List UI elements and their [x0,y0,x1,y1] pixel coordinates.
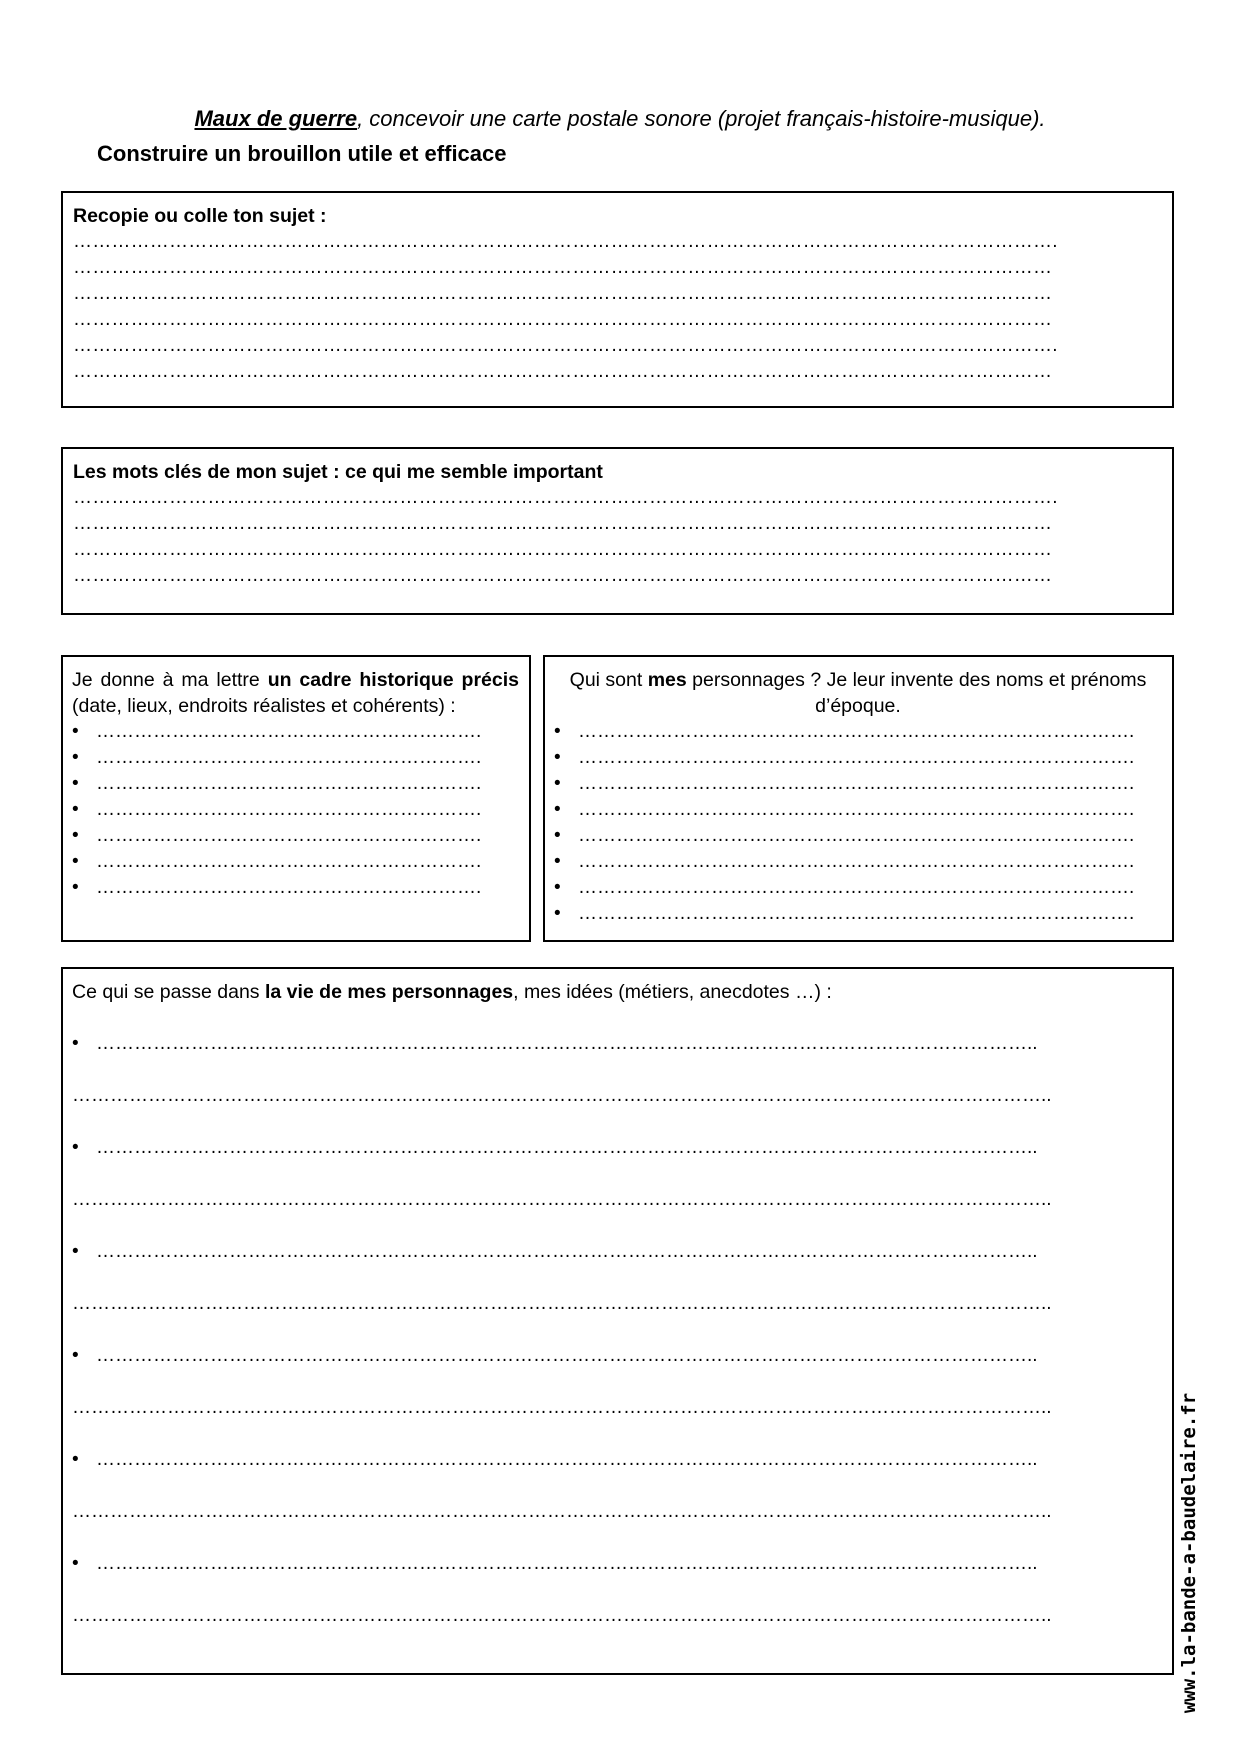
subject-line[interactable]: ………………………………………………………………………………………………………………………………………. [73,231,1058,252]
keywords-title: Les mots clés de mon sujet : ce qui me semble important [73,461,603,483]
list-item[interactable]: • ……………………………………………………………………………. [554,851,1135,872]
keywords-line[interactable]: ……………………………………………………………………………………………………………………………………… [73,513,1053,534]
list-item[interactable]: • ………………………………………………………………………………………………………………………………….. [72,1137,1038,1158]
continuation-line[interactable]: ……………………………………………………………………………………………………………………………………….. [72,1189,1052,1210]
characters-life-intro: Ce qui se passe dans la vie de mes personnages, mes idées (métiers, anecdotes …) : [72,981,832,1003]
characters-emphasis: mes [647,669,687,691]
characters-life-emphasis: la vie de mes personnages [264,981,514,1003]
list-item[interactable]: • ……………………………………………………. [72,825,482,846]
list-item[interactable]: • ……………………………………………………. [72,773,482,794]
historical-context-list [72,719,519,901]
list-item[interactable]: • ………………………………………………………………………………………………………………………………….. [72,1449,1038,1470]
list-item[interactable]: • ……………………………………………………………………………. [554,799,1135,820]
historical-context-intro: Je donne à ma lettre un cadre historique précis (date, lieux, endroits réalistes et cohérents) : [72,669,519,717]
list-item[interactable]: • ……………………………………………………. [72,877,482,898]
continuation-line[interactable]: ……………………………………………………………………………………………………………………………………….. [72,1085,1052,1106]
list-item[interactable]: • ……………………………………………………………………………. [554,773,1135,794]
keywords-line[interactable]: ………………………………………………………………………………………………………………………………………. [73,487,1058,508]
website-watermark-text: www.la-bande-a-baudelaire.fr [1178,1392,1200,1713]
subject-line[interactable]: ……………………………………………………………………………………………………………………………………… [73,257,1053,278]
list-item[interactable]: • ………………………………………………………………………………………………………………………………….. [72,1553,1038,1574]
list-item[interactable]: • ……………………………………………………. [72,799,482,820]
subject-line[interactable]: ……………………………………………………………………………………………………………………………………… [73,283,1053,304]
characters-intro: Qui sont mes personnages ? Je leur invente des noms et prénoms d’époque. [569,669,1147,717]
historical-context-box [61,655,531,942]
historical-context-emphasis: un cadre historique précis [267,669,519,691]
title-emphasis: Maux de guerre [194,106,358,131]
continuation-line[interactable]: ……………………………………………………………………………………………………………………………………….. [72,1501,1052,1522]
characters-list [554,719,1162,927]
keywords-line[interactable]: ……………………………………………………………………………………………………………………………………… [73,539,1053,560]
characters-box [543,655,1174,942]
list-item[interactable]: • ……………………………………………………. [72,721,482,742]
subject-box [61,191,1174,408]
continuation-line[interactable]: ……………………………………………………………………………………………………………………………………….. [72,1397,1052,1418]
list-item[interactable]: • ……………………………………………………………………………. [554,747,1135,768]
continuation-line[interactable]: ……………………………………………………………………………………………………………………………………….. [72,1605,1052,1626]
list-item[interactable]: • ……………………………………………………………………………. [554,877,1135,898]
list-item[interactable]: • ……………………………………………………………………………. [554,825,1135,846]
subject-line[interactable]: ……………………………………………………………………………………………………………………………………… [73,309,1053,330]
list-item[interactable]: • ………………………………………………………………………………………………………………………………….. [72,1033,1038,1054]
keywords-line[interactable]: ……………………………………………………………………………………………………………………………………… [73,565,1053,586]
list-item[interactable]: • ……………………………………………………. [72,747,482,768]
subject-title: Recopie ou colle ton sujet : [73,205,327,227]
keywords-box [61,447,1174,615]
website-watermark [1174,1392,1204,1713]
subject-line[interactable]: ………………………………………………………………………………………………………………………………………. [73,335,1058,356]
document-subtitle: Construire un brouillon utile et efficace [97,141,507,166]
list-item[interactable]: • ………………………………………………………………………………………………………………………………….. [72,1345,1038,1366]
list-item[interactable]: • ……………………………………………………………………………. [554,721,1135,742]
list-item[interactable]: • ………………………………………………………………………………………………………………………………….. [72,1241,1038,1262]
document-title [0,106,1240,132]
characters-life-box [61,967,1174,1675]
title-rest: , concevoir une carte postale sonore (projet français-histoire-musique). [357,106,1046,131]
continuation-line[interactable]: ……………………………………………………………………………………………………………………………………….. [72,1293,1052,1314]
list-item[interactable]: • ……………………………………………………. [72,851,482,872]
list-item[interactable]: • ……………………………………………………………………………. [554,903,1135,924]
subject-line[interactable]: ……………………………………………………………………………………………………………………………………… [73,361,1053,382]
